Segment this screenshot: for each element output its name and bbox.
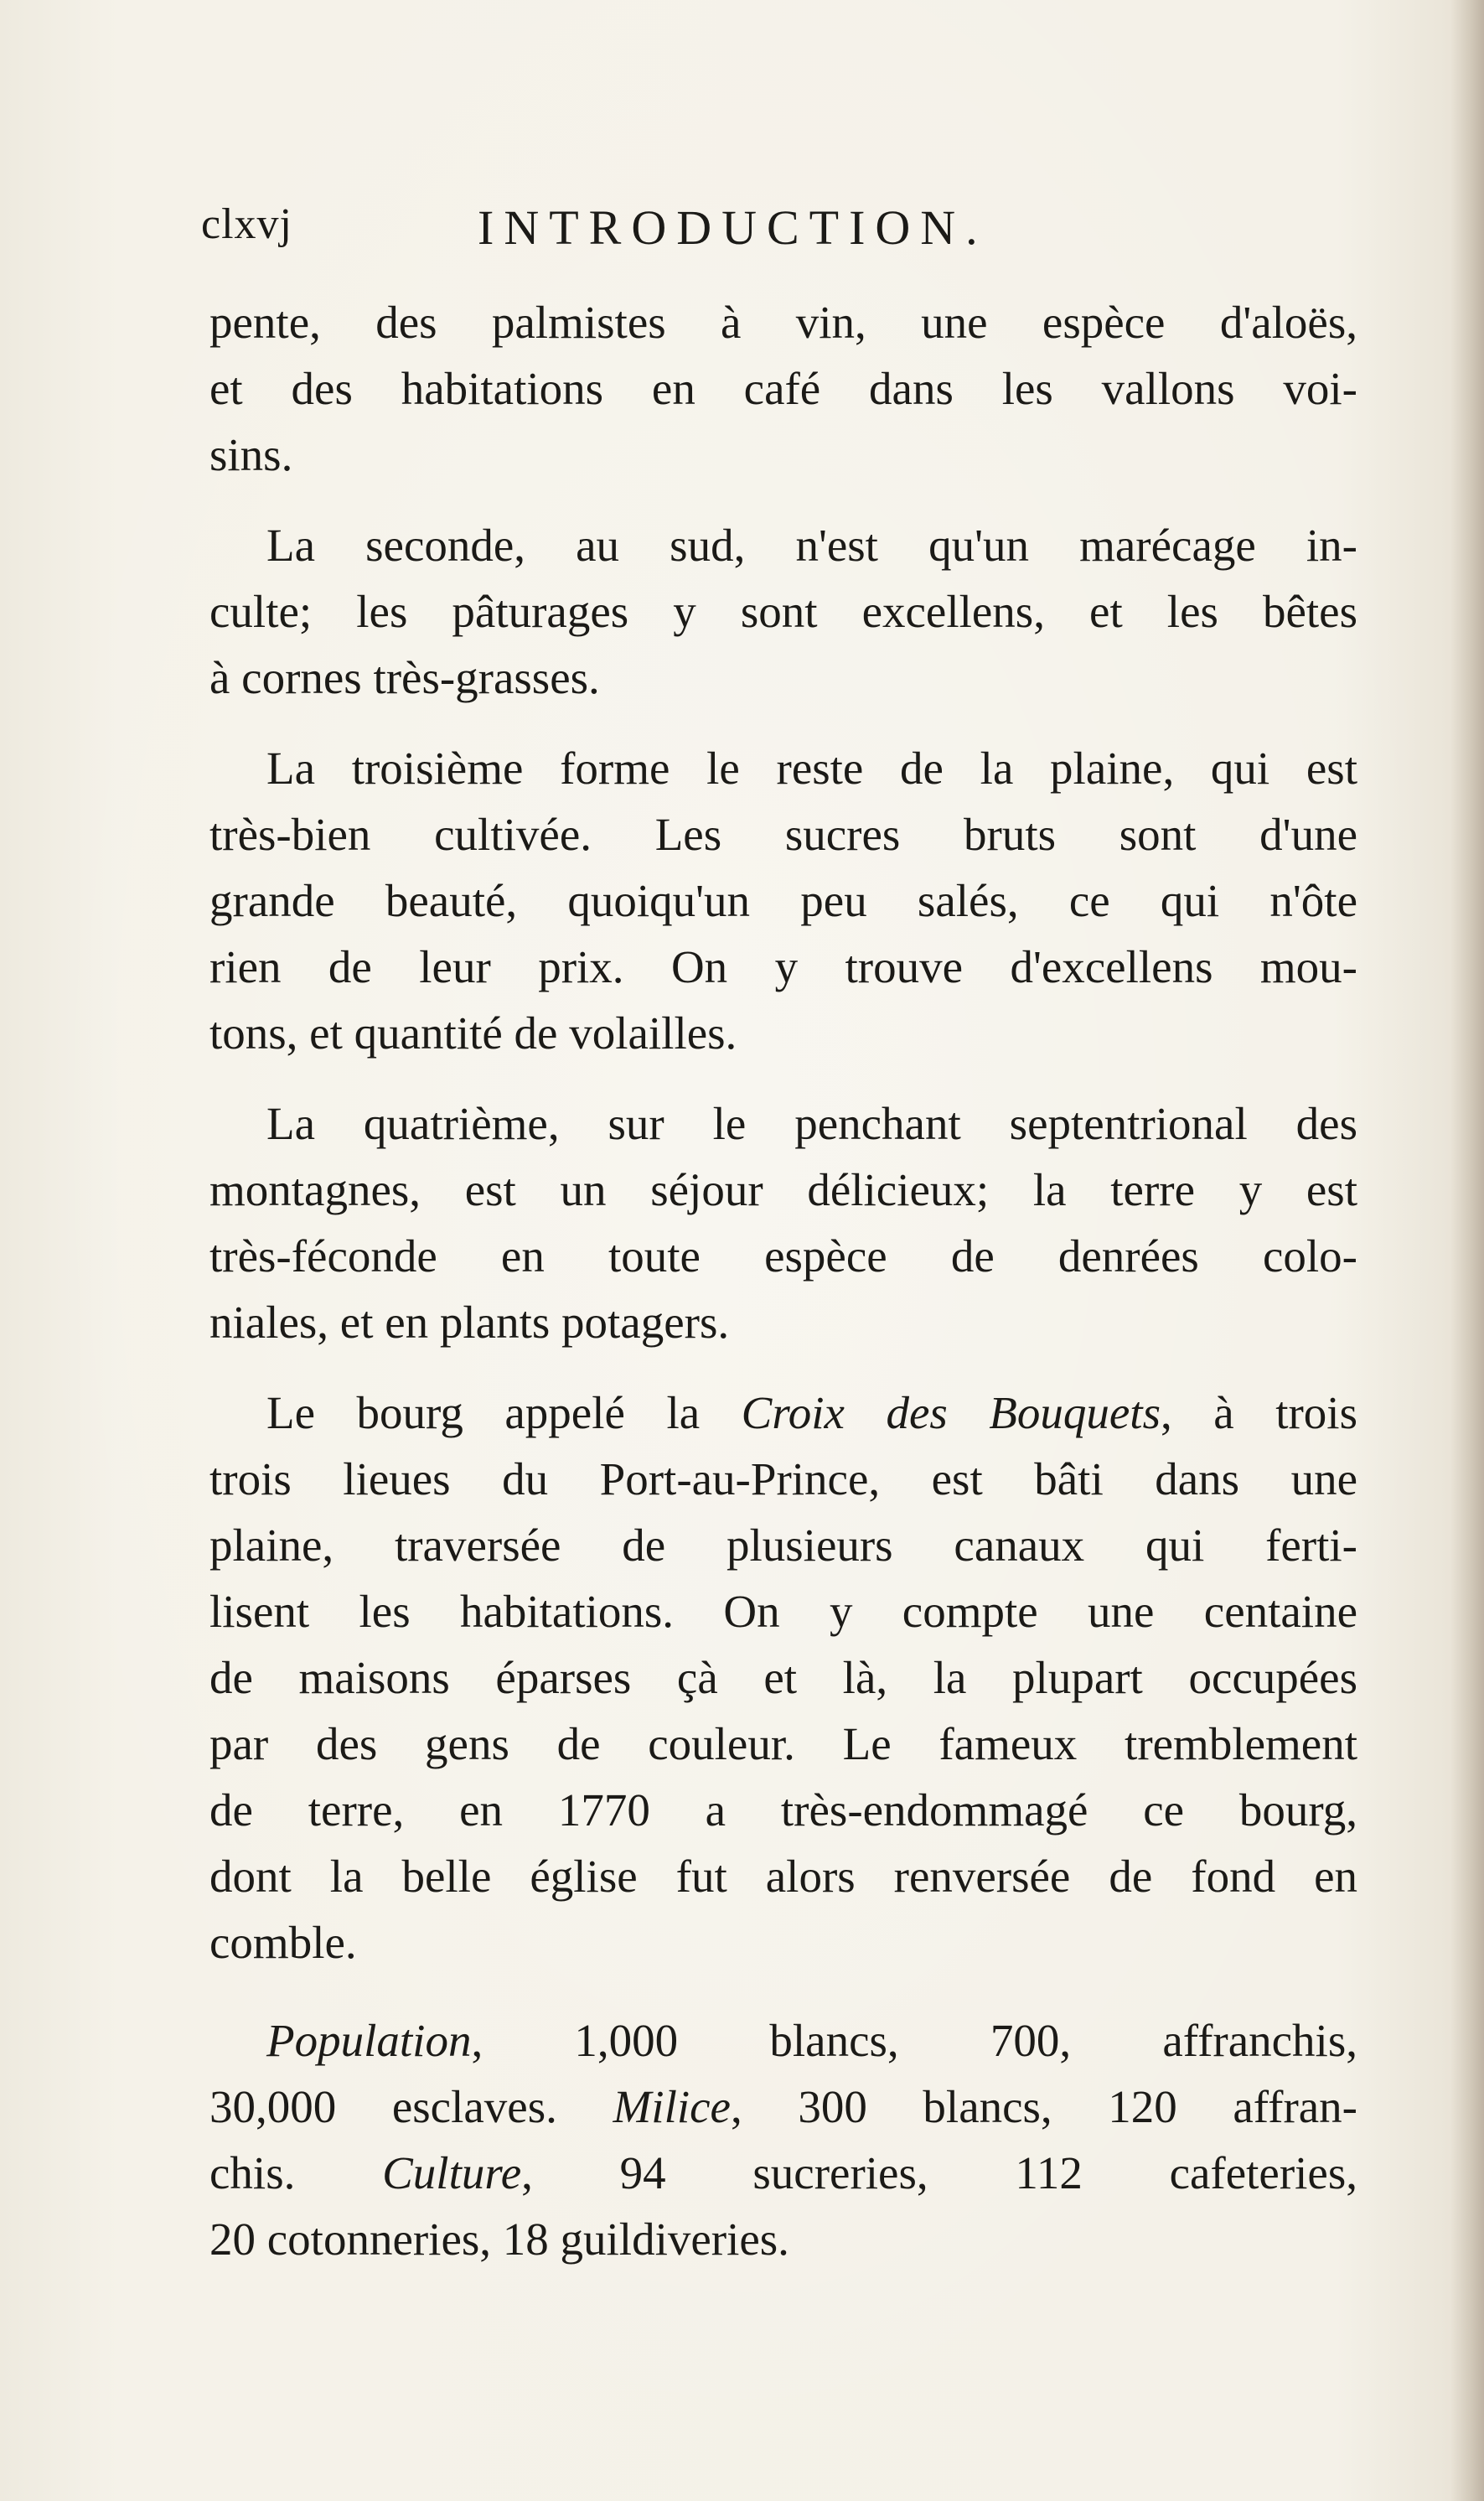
- text-line: pente, des palmistes à vin, une espèce d'aloës,: [209, 297, 1357, 348]
- culture-label: Culture: [382, 2147, 522, 2198]
- text-line: comble.: [209, 1917, 357, 1968]
- text-line: La seconde, au sud, n'est qu'un marécage in-: [266, 520, 1357, 571]
- place-name-italic: Croix des Bouquets: [741, 1387, 1161, 1438]
- text-line: de terre, en 1770 a très-endommagé ce bourg,: [209, 1784, 1357, 1836]
- page-edge-shadow: [1450, 0, 1484, 2501]
- text-line: dont la belle église fut alors renversée de fond en: [209, 1851, 1357, 1902]
- text-line: sins.: [209, 429, 293, 480]
- text-line: culte; les pâturages y sont excellens, et les bêtes: [209, 586, 1357, 637]
- paragraph-1: [209, 289, 1357, 488]
- paragraph-3: [209, 735, 1357, 1066]
- text-line: par des gens de couleur. Le fameux tremblement: [209, 1718, 1357, 1769]
- page-number: clxvj: [201, 200, 292, 248]
- text-line: [209, 2007, 1357, 2074]
- text-line: tons, et quantité de volailles.: [209, 1007, 737, 1059]
- text-line: [209, 1380, 1357, 1446]
- text-line: [209, 2140, 1357, 2206]
- text-line: La quatrième, sur le penchant septentrional des: [266, 1098, 1357, 1149]
- text-line: lisent les habitations. On y compte une centaine: [209, 1586, 1357, 1637]
- milice-label: Milice: [613, 2081, 731, 2132]
- paragraph-4: [209, 1090, 1357, 1355]
- page-header: [201, 199, 1357, 267]
- text-line: grande beauté, quoiqu'un peu salés, ce qui n'ôte: [209, 875, 1357, 926]
- text-line: à cornes très-grasses.: [209, 652, 600, 703]
- text-run: , à trois: [1160, 1387, 1357, 1438]
- paragraph-5: [209, 1380, 1357, 1975]
- text-line: très-bien cultivée. Les sucres bruts sont d'une: [209, 809, 1357, 860]
- text-line: montagnes, est un séjour délicieux; la terre y est: [209, 1164, 1357, 1215]
- text-line: très-féconde en toute espèce de denrées colo-: [209, 1230, 1357, 1282]
- text-run: , 94 sucreries, 112 cafeteries,: [521, 2147, 1357, 2198]
- text-run: Le bourg appelé la: [266, 1387, 742, 1438]
- text-line: de maisons éparses çà et là, la plupart occupées: [209, 1652, 1357, 1703]
- text-line: trois lieues du Port-au-Prince, est bâti dans une: [209, 1453, 1357, 1504]
- text-run: 30,000 esclaves.: [209, 2081, 613, 2132]
- text-line: La troisième forme le reste de la plaine, qui est: [266, 743, 1357, 794]
- population-label: Population: [266, 2015, 472, 2066]
- text-run: , 300 blancs, 120 affran-: [730, 2081, 1357, 2132]
- text-line: plaine, traversée de plusieurs canaux qui ferti-: [209, 1520, 1357, 1571]
- body-text: [209, 289, 1357, 2272]
- text-line: 20 cotonneries, 18 guildiveries.: [209, 2214, 789, 2265]
- paragraph-2: [209, 512, 1357, 711]
- text-line: niales, et en plants potagers.: [209, 1297, 730, 1348]
- text-run: chis.: [209, 2147, 383, 2198]
- population-paragraph: [209, 2007, 1357, 2272]
- running-title: INTRODUCTION.: [478, 200, 988, 255]
- text-line: et des habitations en café dans les vallons voi-: [209, 363, 1357, 414]
- text-line: [209, 2074, 1357, 2140]
- text-line: rien de leur prix. On y trouve d'excellens mou-: [209, 941, 1357, 992]
- text-run: , 1,000 blancs, 700, affranchis,: [471, 2015, 1357, 2066]
